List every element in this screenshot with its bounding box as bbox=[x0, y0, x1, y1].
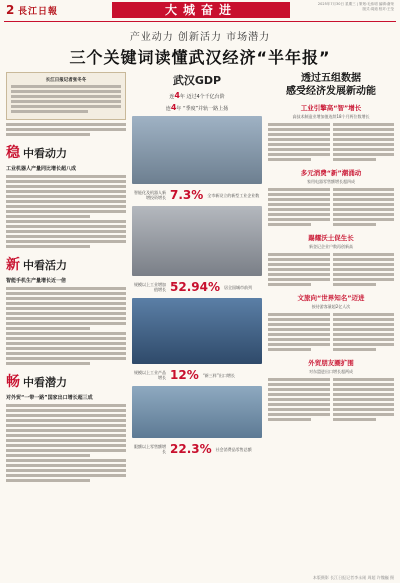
right-column bbox=[268, 72, 394, 423]
header-rule bbox=[4, 21, 396, 22]
headline-kicker: 产业动力 创新活力 市场潜力 bbox=[129, 32, 271, 43]
right-block-2-title: 多元消费“新”潮涌动 bbox=[300, 169, 362, 177]
section-smooth-sub: 对外贸“一带一路”国家出口增长超三成 bbox=[6, 395, 93, 401]
section-new-sub: 智能手机生产量增长近一倍 bbox=[6, 278, 67, 284]
intro-box bbox=[6, 72, 126, 120]
stat-1-value: 7.3% bbox=[170, 188, 204, 202]
car-photo bbox=[132, 206, 262, 276]
right-block-3-note: 新登记企业户数再创新高 bbox=[309, 244, 353, 249]
stat-2: 规模以上工业增加值增长 52.94% 居全国城市前列 bbox=[134, 280, 252, 294]
section-smooth-char: 畅 bbox=[6, 374, 20, 390]
section-stable-sub: 工业机器人产量同比增长超八成 bbox=[6, 166, 77, 172]
page-header bbox=[0, 0, 400, 28]
right-block-4-title: 文旅向“世界知名”迈进 bbox=[297, 294, 365, 302]
section-stable bbox=[6, 142, 126, 162]
left-column bbox=[6, 72, 126, 484]
gdp-line-1-num: 4 bbox=[174, 91, 180, 100]
right-block-3-title: 踢耀沃土促生长 bbox=[308, 234, 354, 242]
section-smooth-title: 中看潜力 bbox=[23, 376, 67, 389]
gdp-title: 武汉GDP bbox=[172, 74, 222, 87]
section-new-char: 新 bbox=[6, 257, 20, 273]
intro-byline: 长江日报记者张冬冬 bbox=[45, 78, 87, 83]
stat-2-value: 52.94% bbox=[170, 280, 220, 294]
section-stable-char: 稳 bbox=[6, 145, 20, 161]
stat-3: 规模以上工业产品增长 12% “新三样”出口增长 bbox=[134, 368, 235, 382]
page-meta: 2025年7月30日 星期三 | 策划:毛伟明 编辑:谢荣 版式:周迪 校对:王莹 bbox=[317, 2, 394, 11]
stat-4-value: 22.3% bbox=[170, 442, 212, 456]
section-new-title: 中看活力 bbox=[23, 259, 67, 272]
stat-3-value: 12% bbox=[170, 368, 199, 382]
section-smooth bbox=[6, 371, 126, 391]
right-title: 透过五组数据 感受经济发展新动能 bbox=[286, 73, 376, 97]
right-block-5-note: 对东盟进出口增长超两成 bbox=[309, 369, 353, 374]
paper-name: 長江日報 bbox=[18, 7, 59, 17]
bridge-photo bbox=[132, 298, 262, 364]
right-block-5-title: 外贸朋友圈扩围 bbox=[308, 359, 354, 367]
drone-photo bbox=[132, 116, 262, 184]
page-number: 2 bbox=[6, 3, 15, 17]
middle-column bbox=[132, 72, 262, 460]
cargo-photo bbox=[132, 386, 262, 438]
right-block-1-title: 工业引擎高“智”增长 bbox=[300, 104, 362, 112]
section-stable-title: 中看动力 bbox=[23, 147, 67, 160]
headline-title: 三个关键词读懂武汉经济“半年报” bbox=[69, 48, 331, 67]
gdp-line-2: 连4年 “季度”并轨一路上扬 bbox=[165, 103, 229, 112]
section-band: 大城奋进 bbox=[112, 2, 290, 18]
headline bbox=[0, 28, 400, 68]
right-block-4-note: 接待游客量超2亿人次 bbox=[311, 304, 351, 309]
stat-1: 智能化及机器人新增投资增长 7.3% 全市新设立的新型工业企业数 bbox=[134, 188, 260, 202]
stat-4: 限额以上零售额增长 22.3% 社会消费品零售总额 bbox=[134, 442, 252, 456]
section-new bbox=[6, 254, 126, 274]
gdp-line-1: 连4年 迈过4个千亿台阶 bbox=[169, 91, 225, 100]
right-block-2-note: 家用电器零售额增长超四成 bbox=[307, 179, 355, 184]
gdp-line-2-num: 4 bbox=[170, 103, 177, 112]
right-block-1-note: 高技术制造业增加值连续18个月两位数增长 bbox=[292, 114, 370, 119]
photo-credit: 本版摄影 长江日报记者李永刚 周超 许魏巍 摄 bbox=[312, 575, 394, 580]
